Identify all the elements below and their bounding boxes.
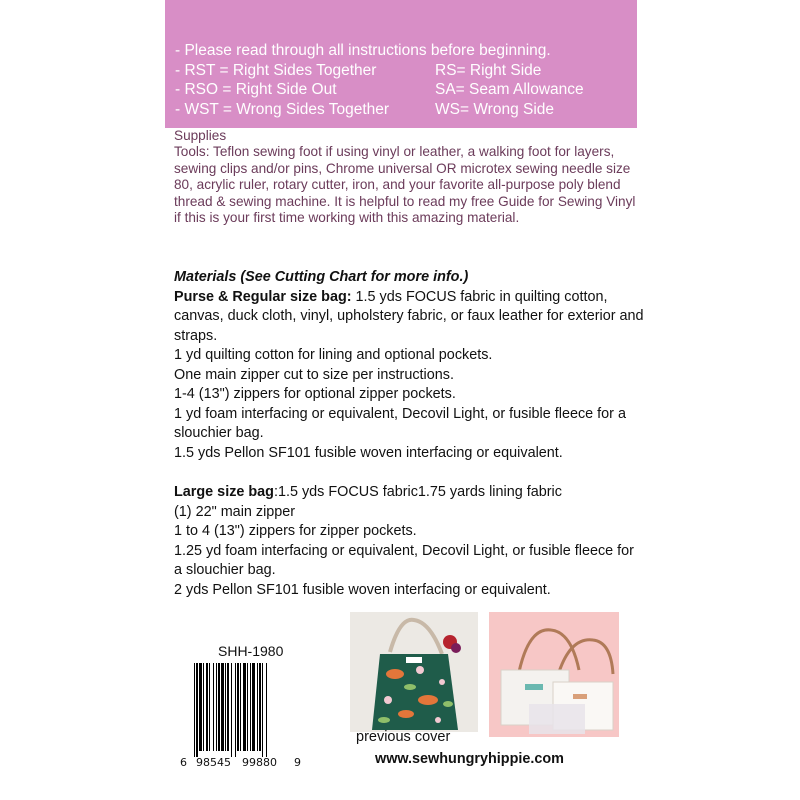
barcode-digit-group: 98545: [196, 756, 231, 769]
barcode-bar: [240, 663, 241, 751]
previous-cover-photo: [350, 612, 478, 732]
barcode-digit-group: 6: [180, 756, 187, 769]
clear-bags-image: [489, 612, 619, 737]
purse-item: 1.5 yds Pellon SF101 fusible woven interfacing or equivalent.: [174, 444, 563, 461]
barcode-bar: [209, 663, 210, 751]
barcode-bar: [237, 663, 239, 751]
materials-section: [174, 268, 644, 600]
website-link[interactable]: www.sewhungryhippie.com: [375, 751, 564, 767]
large-label: Large size bag: [174, 484, 274, 500]
purse-item: 1 yd foam interfacing or equivalent, Decovil Light, or fusible fleece for a slouchier bag.: [174, 405, 626, 441]
abbreviation-left: - RST = Right Sides Together: [175, 61, 377, 79]
barcode-bar: [206, 663, 208, 751]
previous-cover-caption: previous cover: [356, 729, 451, 745]
abbreviation-left: - Please read through all instructions before beginning.: [175, 42, 551, 59]
large-item: :1.5 yds FOCUS fabric1.75 yards lining fabric: [273, 484, 562, 500]
barcode-bar: [194, 663, 195, 757]
barcode-bar: [257, 663, 258, 751]
abbreviation-right: WS= Wrong Side: [435, 100, 555, 118]
barcode-bar: [216, 663, 217, 751]
tools-paragraph: Tools: Teflon sewing foot if using vinyl or leather, a walking foot for layers, sewing clips and/or pins, Chrome universal OR microtex sewing needle size 80, acrylic ruler, rotary cutter, iron, and your favorite all-purpose poly blend thread & sewing machine. It is helpful to read my free Guide for Sewing Vinyl if this is your first time working with this amazing material.: [174, 144, 636, 226]
barcode-bar: [252, 663, 255, 751]
purse-paragraph: [174, 288, 644, 347]
barcode-bar: [199, 663, 202, 751]
header-banner: [165, 0, 637, 128]
purse-item: 1 yd quilting cotton for lining and optional pockets.: [174, 347, 493, 363]
large-item: 1 to 4 (13") zippers for zipper pockets.: [174, 523, 417, 539]
abbreviation-left: - RSO = Right Side Out: [175, 81, 337, 98]
barcode-bar: [231, 663, 232, 757]
purse-item: One main zipper cut to size per instructions.: [174, 366, 454, 383]
large-item: 2 yds Pellon SF101 fusible woven interfacing or equivalent.: [174, 581, 551, 598]
barcode-bar: [227, 663, 229, 751]
spacer: [174, 463, 644, 483]
barcode-bar: [266, 663, 267, 757]
tote-bag-image: [350, 612, 478, 732]
barcode-bar: [213, 663, 214, 751]
barcode-bar: [247, 663, 248, 751]
barcode-digit-group: 9: [294, 756, 301, 769]
barcode-bar: [221, 663, 224, 751]
barcode-bar: [225, 663, 226, 751]
bags-product-photo: [489, 612, 619, 737]
barcode-digit-group: 99880: [242, 756, 277, 769]
purse-item: 1.5 yds FOCUS fabric in quilting cotton, canvas, duck cloth, vinyl, upholstery fabric, or faux leather for exterior and straps.: [174, 288, 644, 344]
product-sku: SHH-1980: [218, 643, 284, 659]
barcode-bar: [196, 663, 198, 757]
purse-item: 1-4 (13") zippers for optional zipper pockets.: [174, 386, 456, 402]
barcode-bar: [259, 663, 261, 751]
purse-label: Purse & Regular size bag:: [174, 288, 352, 305]
barcode-bar: [243, 663, 246, 751]
abbreviation-right: RS= Right Side: [435, 61, 542, 79]
materials-heading: Materials (See Cutting Chart for more info.): [174, 269, 469, 285]
abbreviation-right: SA= Seam Allowance: [435, 81, 584, 98]
large-paragraph: [174, 483, 644, 503]
barcode-bar: [203, 663, 204, 751]
barcode-bar: [250, 663, 251, 751]
barcode-bar: [262, 663, 263, 757]
large-item: (1) 22" main zipper: [174, 503, 296, 520]
large-item: 1.25 yd foam interfacing or equivalent, Decovil Light, or fusible fleece for a slouchier bag.: [174, 542, 634, 578]
abbreviation-left: - WST = Wrong Sides Together: [175, 100, 390, 118]
barcode-digits: [180, 756, 310, 772]
barcode-bar: [235, 663, 236, 757]
supplies-section: [174, 128, 644, 226]
barcode: [192, 663, 286, 757]
supplies-heading: Supplies: [174, 128, 227, 143]
barcode-bar: [218, 663, 220, 751]
